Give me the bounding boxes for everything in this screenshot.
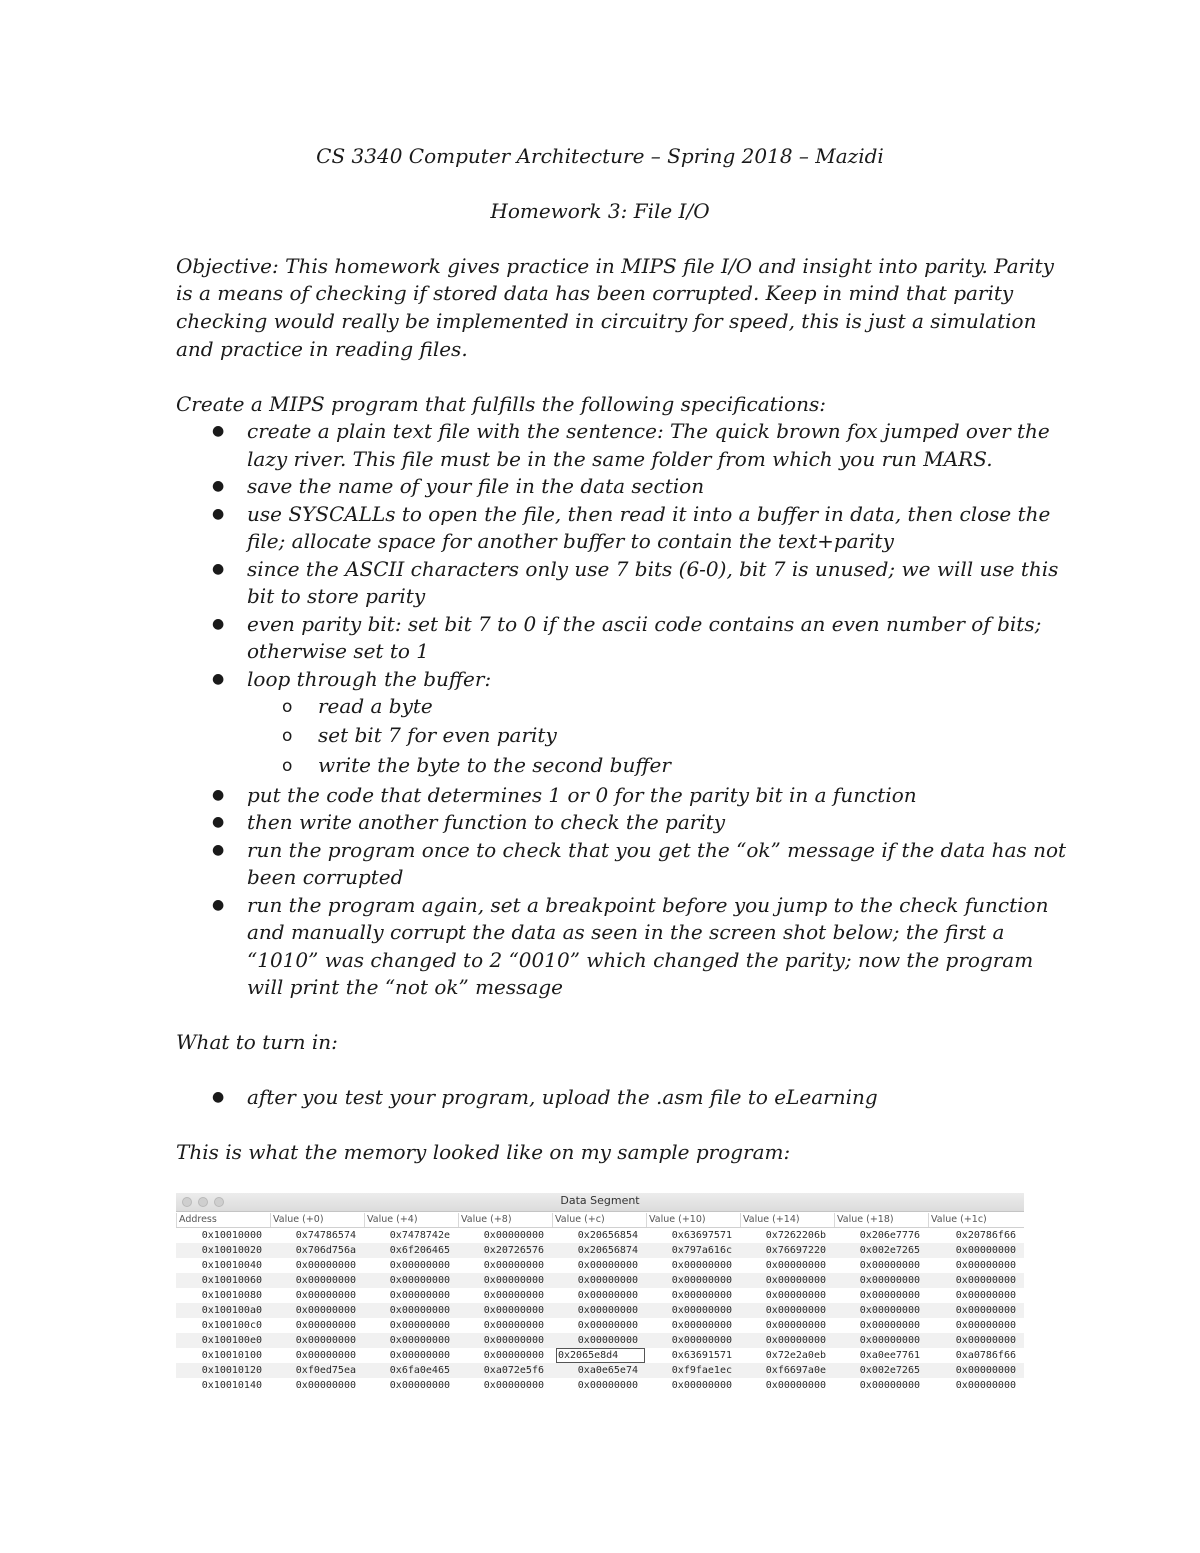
value-cell[interactable]: 0xf9fae1ec [671,1365,732,1376]
table-row [176,1318,1024,1333]
sub-bullet-text: read a byte [318,694,433,718]
value-cell[interactable]: 0x00000000 [483,1260,544,1271]
value-cell[interactable]: 0x00000000 [955,1275,1016,1286]
bullet-text: otherwise set to 1 [247,639,429,663]
objective-line: Objective: This homework gives practice in MIPS file I/O and insight into parity. Parity [176,254,1054,278]
value-cell[interactable]: 0x00000000 [483,1275,544,1286]
value-cell[interactable]: 0x00000000 [671,1260,732,1271]
table-row [176,1273,1024,1288]
bullet-text: run the program again, set a breakpoint before you jump to the check function [247,893,1049,917]
value-cell[interactable]: 0x00000000 [859,1380,920,1391]
value-cell[interactable]: 0x00000000 [859,1335,920,1346]
value-cell[interactable]: 0x00000000 [859,1320,920,1331]
column-header[interactable]: Value (+c) [552,1213,646,1227]
value-cell[interactable]: 0x797a616c [671,1245,732,1256]
course-title: CS 3340 Computer Architecture – Spring 2018 – Mazidi [316,144,884,168]
value-cell[interactable]: 0x7262206b [765,1230,826,1241]
bullet-icon: ● [212,1089,225,1105]
value-cell[interactable]: 0x00000000 [389,1350,450,1361]
value-cell[interactable]: 0x63691571 [671,1350,732,1361]
bullet-text: save the name of your file in the data section [247,474,705,498]
address-cell: 0x10010120 [201,1365,262,1376]
value-cell[interactable]: 0x00000000 [859,1290,920,1301]
value-cell[interactable]: 0x00000000 [295,1320,356,1331]
value-cell[interactable]: 0x00000000 [765,1335,826,1346]
value-cell[interactable]: 0xa072e5f6 [483,1365,544,1376]
window-titlebar [176,1193,1024,1212]
column-header[interactable]: Value (+14) [740,1213,834,1227]
address-cell: 0x10010000 [201,1230,262,1241]
sub-bullet-text: write the byte to the second buffer [318,753,671,777]
value-cell[interactable]: 0x72e2a0eb [765,1350,826,1361]
value-cell[interactable]: 0x00000000 [955,1290,1016,1301]
value-cell[interactable]: 0x00000000 [577,1335,638,1346]
bullet-icon: ● [212,423,225,439]
column-header[interactable]: Value (+10) [646,1213,740,1227]
bullet-icon: ● [212,478,225,494]
column-header[interactable]: Address [176,1213,270,1227]
value-cell[interactable]: 0x00000000 [859,1260,920,1271]
value-cell[interactable]: 0x00000000 [671,1320,732,1331]
value-cell[interactable]: 0x74786574 [295,1230,356,1241]
value-cell[interactable]: 0x00000000 [577,1275,638,1286]
value-cell[interactable]: 0x00000000 [577,1320,638,1331]
bullet-icon: ● [212,814,225,830]
bullet-text: use SYSCALLs to open the file, then read it into a buffer in data, then close the [247,502,1051,526]
value-cell[interactable]: 0x00000000 [765,1260,826,1271]
value-cell[interactable]: 0x00000000 [483,1350,544,1361]
turn-in-item: after you test your program, upload the .asm file to eLearning [247,1085,878,1109]
bullet-icon: ● [212,787,225,803]
objective-line: checking would really be implemented in circuitry for speed, this is just a simulation [176,309,1037,333]
table-header [176,1213,1024,1228]
value-cell[interactable]: 0x00000000 [389,1290,450,1301]
objective-line: is a means of checking if stored data has been corrupted. Keep in mind that parity [176,281,1014,305]
value-cell[interactable]: 0x00000000 [577,1305,638,1316]
bullet-icon: ● [212,561,225,577]
value-cell[interactable]: 0x6f206465 [389,1245,450,1256]
bullet-icon: ● [212,897,225,913]
value-cell[interactable]: 0x00000000 [389,1260,450,1271]
table-row [176,1288,1024,1303]
value-cell[interactable]: 0x6fa0e465 [389,1365,450,1376]
value-cell[interactable]: 0xa0786f66 [955,1350,1016,1361]
value-cell[interactable]: 0x20726576 [483,1245,544,1256]
objective-line: and practice in reading files. [176,337,468,361]
table-row [176,1303,1024,1318]
value-cell[interactable]: 0x00000000 [765,1275,826,1286]
column-header[interactable]: Value (+18) [834,1213,928,1227]
bullet-icon: ● [212,506,225,522]
value-cell[interactable]: 0x00000000 [389,1305,450,1316]
value-cell[interactable]: 0x00000000 [671,1305,732,1316]
bullet-text: since the ASCII characters only use 7 bits (6-0), bit 7 is unused; we will use this [247,557,1059,581]
value-cell[interactable]: 0x002e7265 [859,1365,920,1376]
turn-in-heading: What to turn in: [176,1030,338,1054]
value-cell[interactable]: 0x00000000 [483,1380,544,1391]
value-cell[interactable]: 0x00000000 [389,1380,450,1391]
bullet-text: even parity bit: set bit 7 to 0 if the ascii code contains an even number of bits; [247,612,1042,636]
bullet-text: create a plain text file with the sentence: The quick brown fox jumped over the [247,419,1050,443]
table-row [176,1378,1024,1393]
homework-title: Homework 3: File I/O [490,199,710,223]
value-cell[interactable]: 0x00000000 [765,1305,826,1316]
value-cell[interactable]: 0x00000000 [671,1290,732,1301]
memory-intro: This is what the memory looked like on my sample program: [176,1140,791,1164]
bullet-text: bit to store parity [247,584,426,608]
address-cell: 0x10010060 [201,1275,262,1286]
value-cell[interactable]: 0x00000000 [955,1320,1016,1331]
hollow-bullet-icon: o [282,726,293,746]
value-cell[interactable]: 0x00000000 [295,1260,356,1271]
address-cell: 0x10010100 [201,1350,262,1361]
column-header[interactable]: Value (+4) [364,1213,458,1227]
value-cell[interactable]: 0x00000000 [295,1335,356,1346]
table-row [176,1258,1024,1273]
value-cell[interactable]: 0x63697571 [671,1230,732,1241]
value-cell[interactable]: 0x00000000 [295,1275,356,1286]
value-cell[interactable]: 0x00000000 [955,1245,1016,1256]
bullet-icon: ● [212,842,225,858]
value-cell[interactable]: 0xf6697a0e [765,1365,826,1376]
value-cell[interactable]: 0x00000000 [955,1335,1016,1346]
value-cell[interactable]: 0x00000000 [765,1380,826,1391]
value-cell[interactable]: 0x00000000 [389,1320,450,1331]
hollow-bullet-icon: o [282,697,293,717]
bullet-icon: ● [212,671,225,687]
value-cell[interactable]: 0x00000000 [955,1305,1016,1316]
value-cell[interactable]: 0x20656874 [577,1245,638,1256]
value-cell[interactable]: 0x00000000 [671,1275,732,1286]
address-cell: 0x100100c0 [201,1320,262,1331]
bullet-text: loop through the buffer: [247,667,492,691]
address-cell: 0x10010140 [201,1380,262,1391]
column-header[interactable]: Value (+8) [458,1213,552,1227]
value-cell[interactable]: 0x00000000 [577,1380,638,1391]
value-cell[interactable]: 0x206e7776 [859,1230,920,1241]
value-cell[interactable]: 0x00000000 [483,1230,544,1241]
value-cell[interactable]: 0x00000000 [483,1335,544,1346]
table-row [176,1363,1024,1378]
value-cell[interactable]: 0x20786f66 [955,1230,1016,1241]
value-cell[interactable]: 0x20656854 [577,1230,638,1241]
value-cell[interactable]: 0x00000000 [483,1305,544,1316]
window-title: Data Segment [560,1194,640,1207]
table-row [176,1243,1024,1258]
bullet-text: lazy river. This file must be in the same folder from which you run MARS. [247,447,993,471]
value-cell[interactable]: 0x00000000 [483,1290,544,1301]
address-cell: 0x10010040 [201,1260,262,1271]
value-cell[interactable]: 0x00000000 [765,1320,826,1331]
address-cell: 0x100100a0 [201,1305,262,1316]
bullet-text: been corrupted [247,865,404,889]
table-row [176,1333,1024,1348]
value-cell[interactable]: 0xf0ed75ea [295,1365,356,1376]
table-row [176,1228,1024,1243]
bullet-text: “1010” was changed to 2 “0010” which changed the parity; now the program [247,948,1034,972]
value-cell[interactable]: 0xa0e65e74 [577,1365,638,1376]
bullet-text: file; allocate space for another buffer to contain the text+parity [247,529,894,553]
value-cell[interactable]: 0x00000000 [389,1275,450,1286]
value-cell[interactable]: 0x00000000 [671,1335,732,1346]
table-row [176,1348,1024,1363]
value-cell[interactable]: 0x00000000 [295,1290,356,1301]
value-cell[interactable]: 0x00000000 [577,1290,638,1301]
address-cell: 0x100100e0 [201,1335,262,1346]
value-cell[interactable]: 0x00000000 [483,1320,544,1331]
bullet-text: run the program once to check that you get the “ok” message if the data has not [247,838,1067,862]
value-cell[interactable]: 0x00000000 [389,1335,450,1346]
address-cell: 0x10010080 [201,1290,262,1301]
bullet-text: then write another function to check the parity [247,810,726,834]
bullet-text: put the code that determines 1 or 0 for the parity bit in a function [247,783,917,807]
value-cell[interactable]: 0x00000000 [671,1380,732,1391]
data-segment-window [176,1193,1024,1393]
value-cell[interactable]: 0x00000000 [577,1260,638,1271]
value-cell[interactable]: 0x7478742e [389,1230,450,1241]
value-cell[interactable]: 0x706d756a [295,1245,356,1256]
spec-intro: Create a MIPS program that fulfills the following specifications: [176,392,826,416]
value-cell[interactable]: 0x002e7265 [859,1245,920,1256]
value-cell[interactable]: 0x00000000 [295,1350,356,1361]
address-cell: 0x10010020 [201,1245,262,1256]
bullet-text: will print the “not ok” message [247,975,563,999]
value-cell[interactable]: 0x00000000 [295,1305,356,1316]
value-cell[interactable]: 0x00000000 [955,1260,1016,1271]
value-cell[interactable]: 0x00000000 [955,1380,1016,1391]
bullet-icon: ● [212,616,225,632]
value-cell[interactable]: 0x00000000 [859,1275,920,1286]
column-header[interactable]: Value (+0) [270,1213,364,1227]
value-cell[interactable]: 0x00000000 [955,1365,1016,1376]
editing-value-cell[interactable]: 0x2065e8d4 [556,1348,645,1363]
value-cell[interactable]: 0x00000000 [765,1290,826,1301]
value-cell[interactable]: 0x00000000 [295,1380,356,1391]
bullet-text: and manually corrupt the data as seen in the screen shot below; the first a [247,920,1005,944]
value-cell[interactable]: 0x76697220 [765,1245,826,1256]
value-cell[interactable]: 0xa0ee7761 [859,1350,920,1361]
sub-bullet-text: set bit 7 for even parity [318,723,557,747]
hollow-bullet-icon: o [282,756,293,776]
column-header[interactable]: Value (+1c) [928,1213,1024,1227]
value-cell[interactable]: 0x00000000 [859,1305,920,1316]
